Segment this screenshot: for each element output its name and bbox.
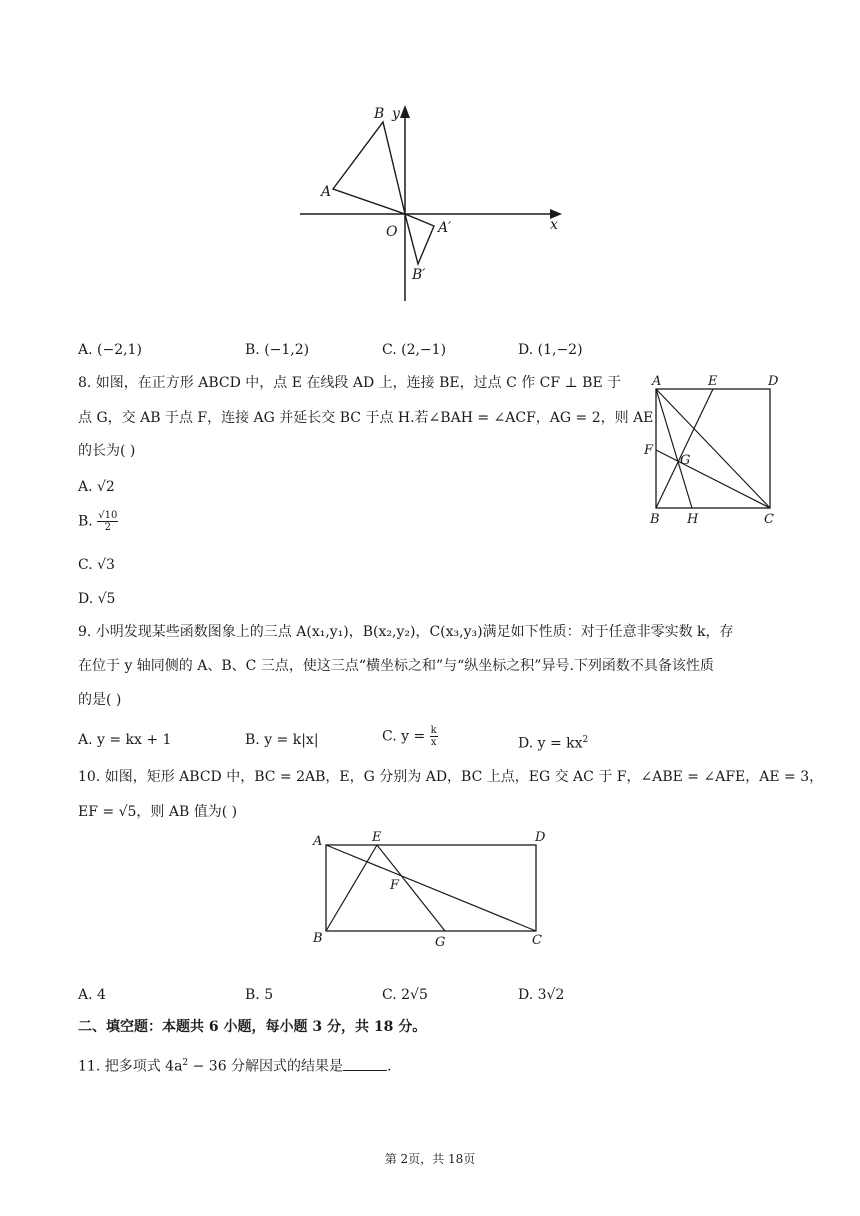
q11-prefix: 11. 把多项式 4a [78,1058,183,1075]
q8-option-c[interactable]: C. √3 [78,557,115,573]
q8-option-d[interactable]: D. √5 [78,591,116,607]
q9-option-d-exponent: 2 [582,735,589,745]
q9-option-c-denominator: x [430,737,437,748]
point-label-a: A [321,184,332,200]
sq-label-f: F [644,443,654,458]
page-footer: 第 2页，共 18页 [384,1152,476,1166]
sq-label-d: D [768,374,779,389]
q8-option-b-prefix: B. [78,513,93,530]
q9-option-c-fraction [430,725,438,748]
section-2-heading [78,1017,426,1037]
q8-stem-line-1: 8. 如图，在正方形 ABCD 中，点 E 在线段 AD 上，连接 BE，过点 C 作 CF ⊥ BE 于 [78,375,622,391]
q9-stem-line-2: 在位于 y 轴同侧的 A、B、C 三点，使这三点“横坐标之和”与“纵坐标之积”异号.下列函数不具备该性质 [78,658,714,674]
q9-stem-line-3: 的是( ) [78,692,122,708]
q9-option-c[interactable] [382,725,438,748]
sq-label-g: G [680,453,691,468]
q10-option-c[interactable]: C. 2√5 [382,987,428,1003]
sq-label-e: E [708,374,718,389]
rect-label-d: D [535,830,546,845]
q9-option-d[interactable] [518,730,588,754]
sq-label-h: H [687,512,699,527]
sq-label-b: B [650,512,660,527]
rect-label-e: E [372,830,382,845]
section-2-heading-mid2: 分，共 [322,1019,374,1035]
rect-label-c: C [532,933,542,948]
square-figure [640,370,790,530]
section-2-heading-suffix: 分。 [393,1019,427,1035]
section-2-heading-mid: 小题，每小题 [218,1019,313,1035]
point-label-a-prime: A′ [438,220,452,236]
q7-option-a[interactable]: A. (−2,1) [78,342,142,358]
q8-option-b-denominator: 2 [104,522,111,533]
rect-label-a: A [313,834,323,849]
q10-option-b[interactable]: B. 5 [245,987,274,1003]
rect-label-b: B [313,931,323,946]
section-2-points-each: 3 [312,1019,323,1035]
q9-option-c-numerator: k [430,725,437,736]
q8-option-b-fraction [97,510,118,533]
axis-label-x: x [550,217,558,233]
q10-stem-line-2: EF = √5，则 AB 值为( ) [78,804,238,820]
section-2-question-count: 6 [208,1019,219,1035]
q10-stem-line-1: 10. 如图，矩形 ABCD 中，BC = 2AB，E，G 分别为 AD，BC 上点，EG 交 AC 于 F，∠ABE = ∠AFE，AE = 3， [78,769,824,785]
q9-option-b[interactable]: B. y = k|x| [245,732,319,748]
q10-option-d[interactable]: D. 3√2 [518,987,565,1003]
q11-stem [78,1053,392,1077]
coordinate-figure [290,96,580,311]
q8-option-b-numerator: √10 [98,510,118,521]
point-label-b: B [374,106,385,122]
q11-exponent: 2 [182,1058,189,1068]
rect-label-f: F [390,878,400,893]
q7-option-b[interactable]: B. (−1,2) [245,342,310,358]
q9-stem-line-1: 9. 小明发现某些函数图象上的三点 A(x₁,y₁)，B(x₂,y₂)，C(x₃,y₃)满足如下性质：对于任意非零实数 k，存 [78,624,734,640]
axis-label-y: y [392,106,400,122]
rect-label-g: G [435,935,446,950]
origin-label: O [386,224,398,240]
q8-stem-line-3: 的长为( ) [78,443,136,459]
q11-suffix: − 36 分解因式的结果是 [188,1058,344,1075]
section-2-total-points: 18 [373,1019,394,1035]
q7-option-d[interactable]: D. (1,−2) [518,342,583,358]
q8-stem-line-2: 点 G，交 AB 于点 F，连接 AG 并延长交 BC 于点 H.若∠BAH = ∠ACF，AG = 2，则 AE [78,410,654,426]
rectangle-figure [305,825,560,950]
point-label-b-prime: B′ [412,267,426,283]
q11-answer-blank[interactable] [343,1056,387,1071]
q8-option-a[interactable]: A. √2 [78,479,115,495]
q8-option-b[interactable] [78,510,118,533]
q7-option-c[interactable]: C. (2,−1) [382,342,447,358]
q9-option-c-prefix: C. y = [382,728,430,745]
q10-option-a[interactable]: A. 4 [78,987,106,1003]
sq-label-c: C [764,512,774,527]
q11-end: . [387,1058,392,1075]
section-2-heading-prefix: 二、填空题：本题共 [78,1019,209,1035]
q9-option-d-prefix: D. y = kx [518,735,583,752]
sq-label-a: A [652,374,662,389]
q9-option-a[interactable]: A. y = kx + 1 [78,732,172,748]
